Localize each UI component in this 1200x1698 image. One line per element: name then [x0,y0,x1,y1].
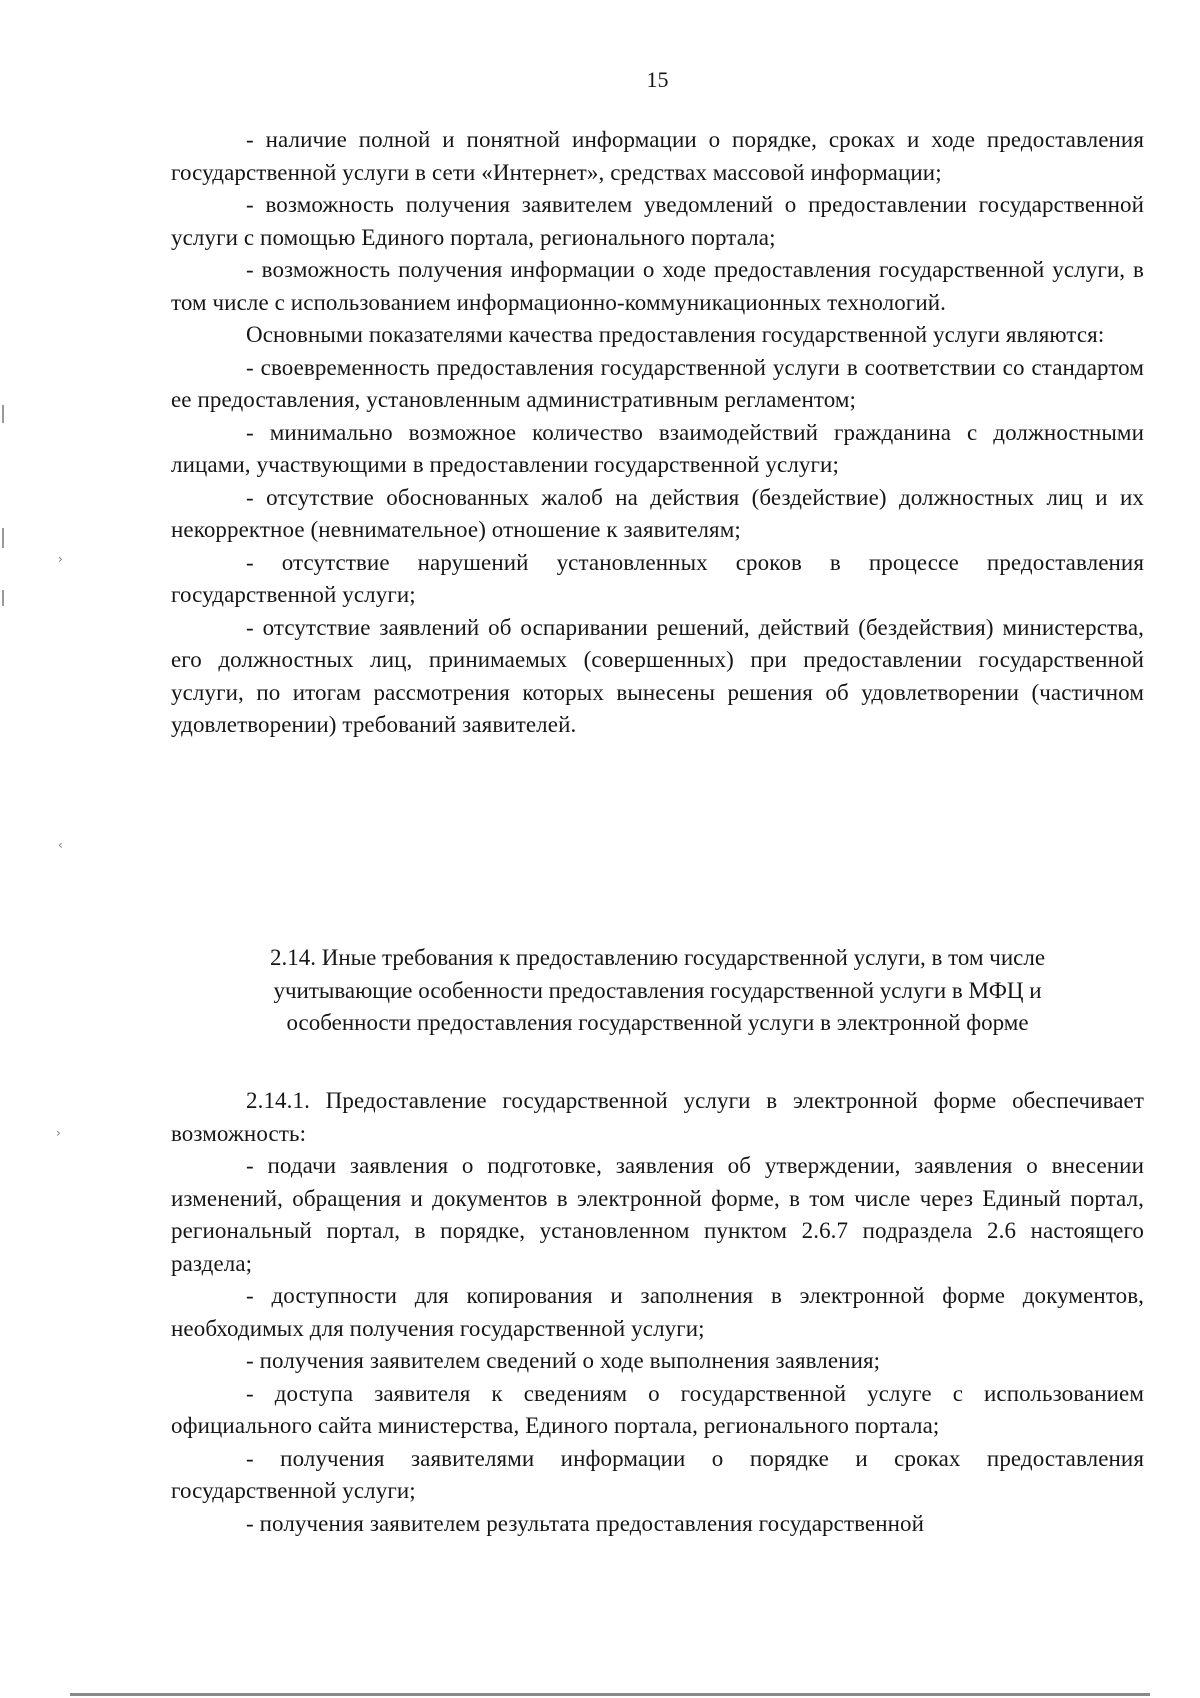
paragraph: 2.14.1. Предоставление государственной услуги в электронной форме обеспечивает возможность: [171,1088,1144,1146]
scan-margin-mark [2,405,4,423]
section-heading-line: особенности предоставления государственной услуги в электронной форме [286,1010,1029,1035]
paragraph: - получения заявителями информации о порядке и сроках предоставления государственной услуги; [171,1445,1144,1503]
paragraph: - отсутствие заявлений об оспаривании решений, действий (бездействия) министерства, его должностных лиц, принимаемых (совершенных) при предоставлении государственной услуги, по итогам рассмотрения которых вынесены решения об удовлетворении (частичном удовлетворении) требований заявителей. [171,614,1144,737]
paragraph: - получения заявителем результата предоставления государственной [246,1510,925,1536]
paragraph: - возможность получения информации о ходе предоставления государственной услуги, в том числе с использованием информационно-коммуникационных технологий. [171,257,1144,315]
paragraph: - минимально возможное количество взаимодействий гражданина с должностными лицами, участвующими в предоставлении государственной услуги; [171,419,1144,477]
paragraph: - доступа заявителя к сведениям о государственной услуге с использованием официального сайта министерства, Единого портала, регионального портала; [171,1380,1144,1438]
section-heading [171,942,1144,1040]
paragraph: Основными показателями качества предоставления государственной услуги являются: [246,322,1105,347]
page-number: 15 [646,67,669,92]
paragraph: - получения заявителем сведений о ходе выполнения заявления; [246,1348,881,1373]
paragraph: - своевременность предоставления государственной услуги в соответствии со стандартом ее предоставления, установленным административным регламентом; [171,354,1144,412]
paragraph: - наличие полной и понятной информации о порядке, сроках и ходе предоставления государственной услуги в сети «Интернет», средствах массовой информации; [171,127,1144,185]
scan-margin-mark [2,528,4,548]
scan-speck: › [56,1126,61,1140]
body-text-lower [171,1085,1144,1540]
body-text-upper [171,124,1144,742]
paragraph: - подачи заявления о подготовке, заявления об утверждении, заявления о внесении изменений, обращения и документов в электронной форме, в том числе через Единый портал, региональный портал, в порядке, установленном пунктом 2.6.7 подраздела 2.6 настоящего раздела; [171,1153,1144,1276]
scan-bottom-edge [70,1693,1150,1696]
paragraph: - доступности для копирования и заполнения в электронной форме документов, необходимых для получения государственной услуги; [171,1283,1144,1341]
paragraph: - возможность получения заявителем уведомлений о предоставлении государственной услуги с помощью Единого портала, регионального портала; [171,192,1144,250]
scan-speck: ‹ [58,838,63,852]
scan-speck: › [58,552,63,566]
scan-margin-mark [2,590,4,606]
section-heading-line: учитывающие особенности предоставления государственной услуги в МФЦ и [273,977,1042,1003]
paragraph: - отсутствие обоснованных жалоб на действия (бездействие) должностных лиц и их некорректное (невнимательное) отношение к заявителям; [171,484,1144,542]
section-heading-line: 2.14. Иные требования к предоставлению государственной услуги, в том числе [269,945,1046,970]
paragraph: - отсутствие нарушений установленных сроков в процессе предоставления государственной услуги; [171,549,1144,607]
